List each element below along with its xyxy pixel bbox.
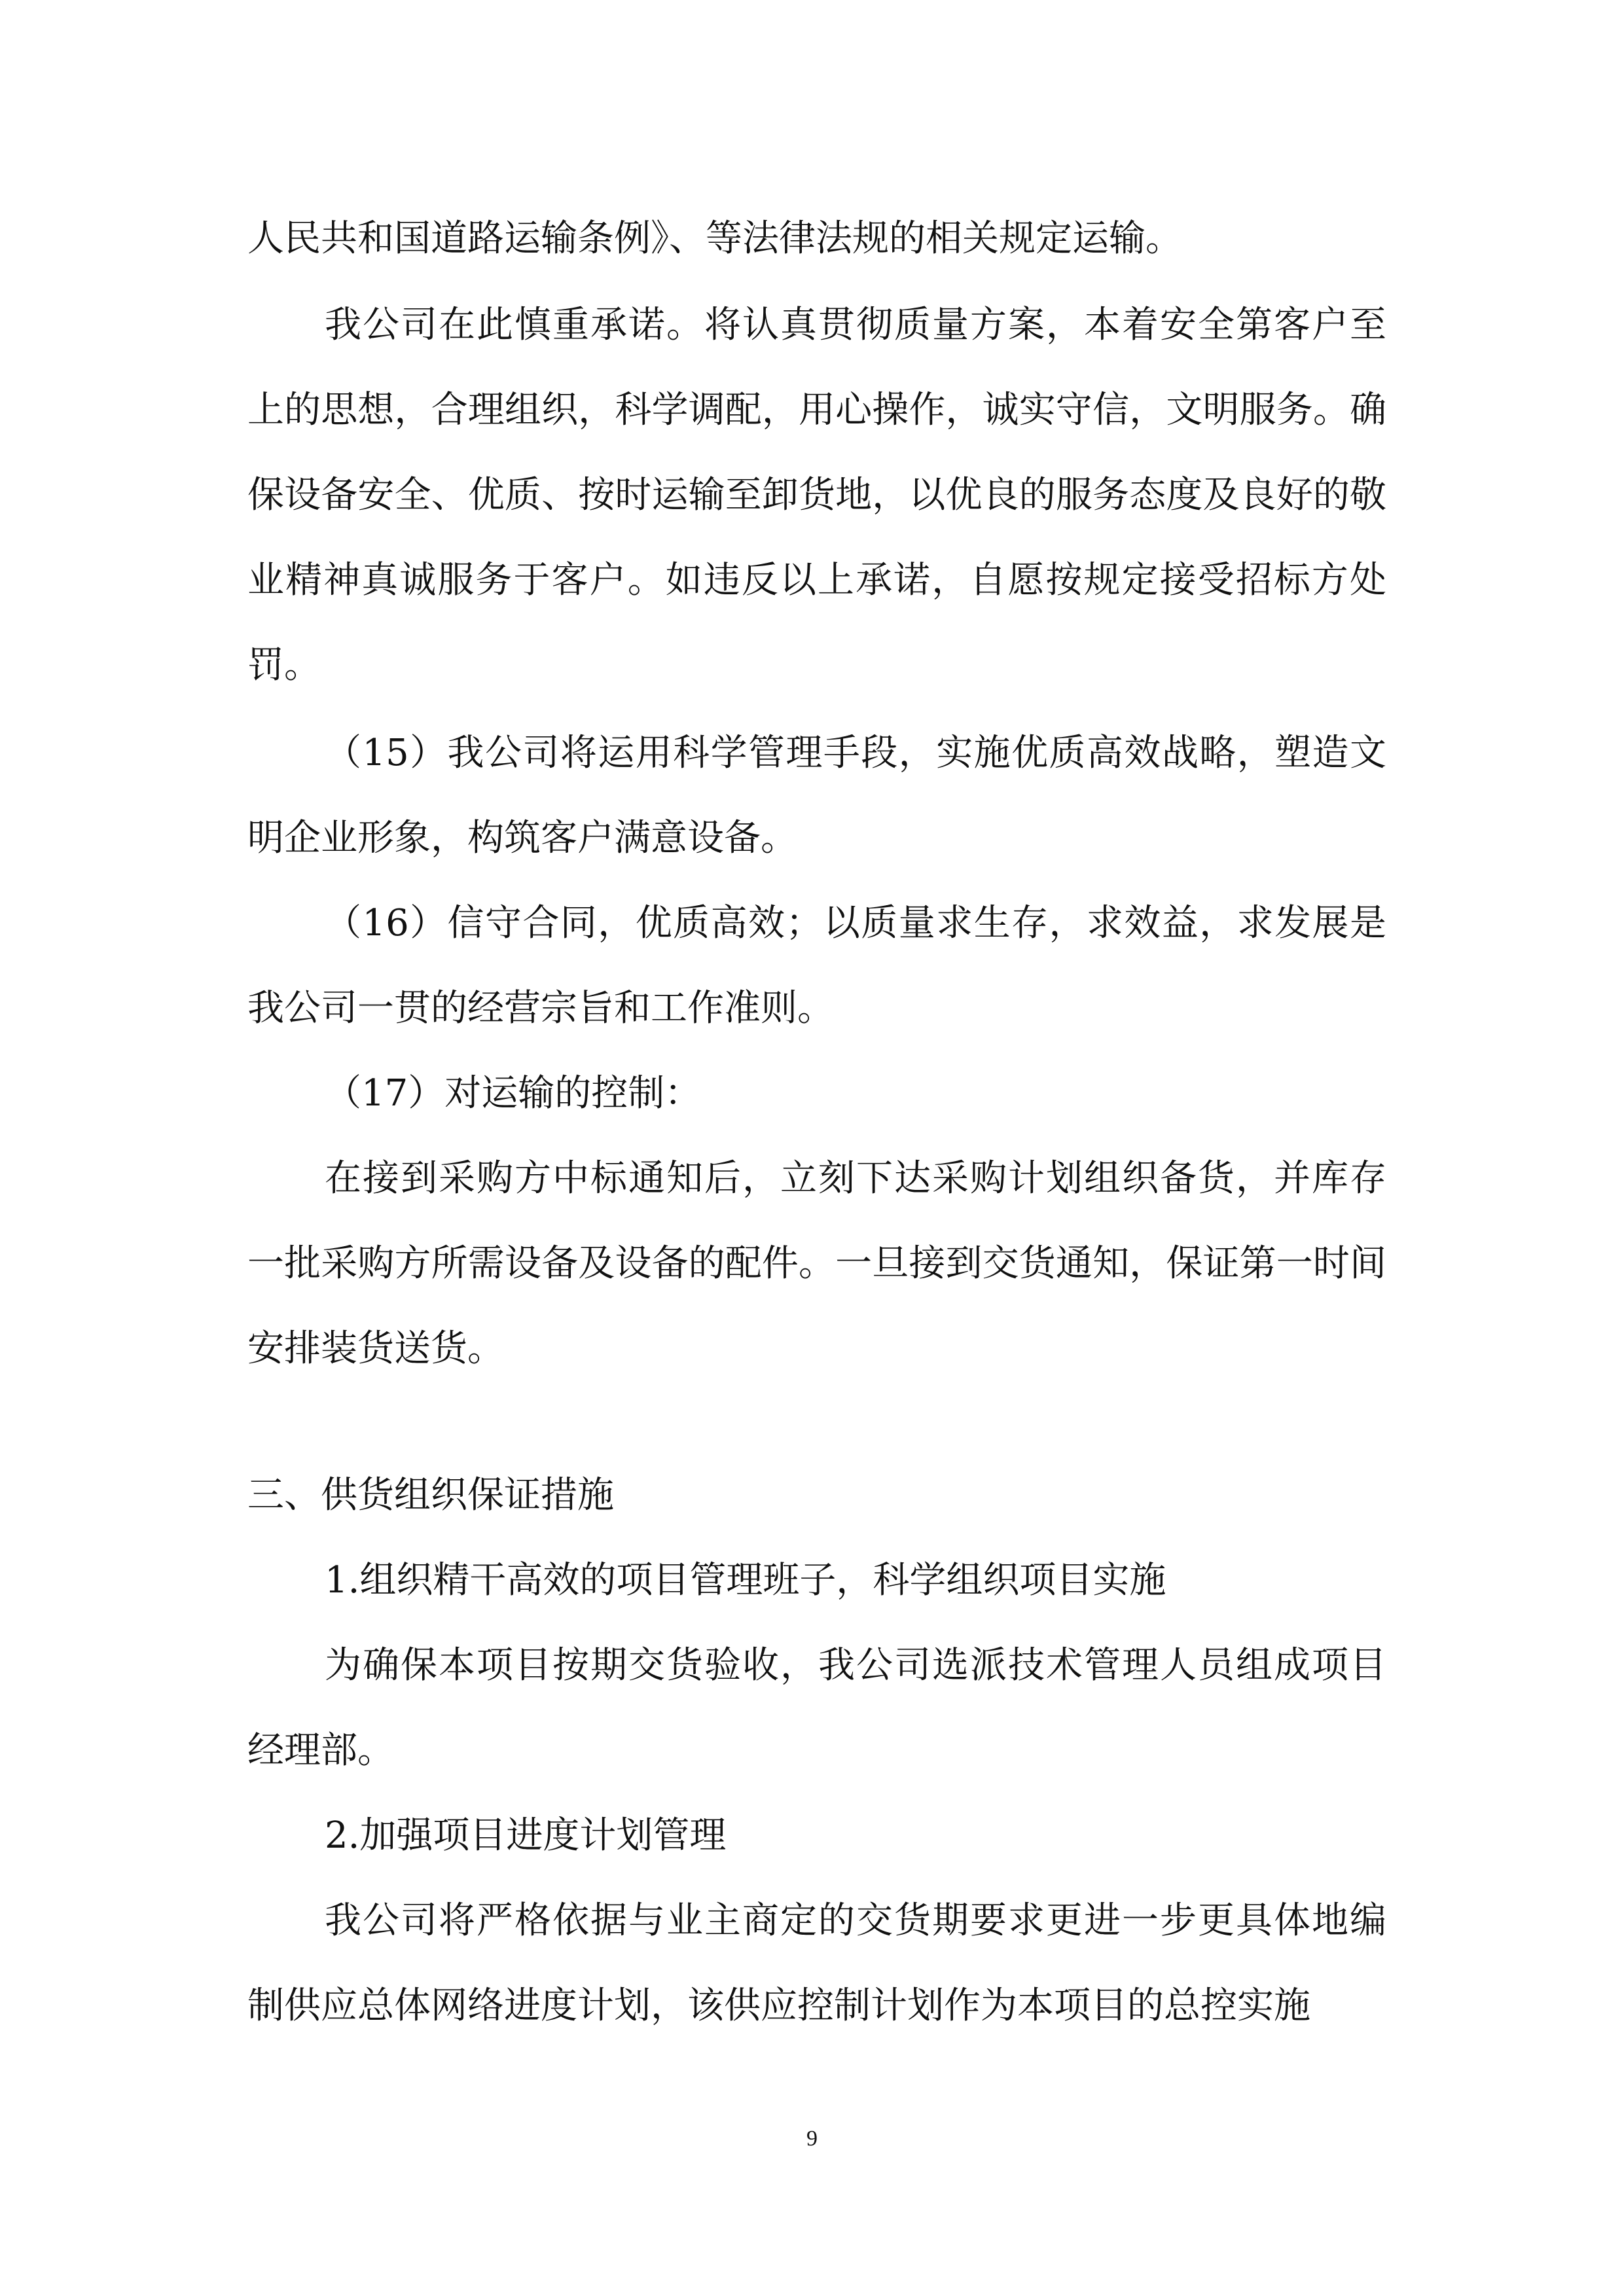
paragraph-project-team: 为确保本项目按期交货验收，我公司选派技术管理人员组成项目经理部。 — [247, 1644, 1386, 1772]
subheading-1: 1.组织精干高效的项目管理班子，科学组织项目实施 — [325, 1559, 1166, 1602]
paragraph-transport-control: 在接到采购方中标通知后，立刻下达采购计划组织备货，并库存一批采购方所需设备及设备的配件。一旦接到交货通知，保证第一时间安排装货送货。 — [247, 1157, 1386, 1370]
paragraph-schedule: 我公司将严格依据与业主商定的交货期要求更进一步更具体地编制供应总体网络进度计划，该供应控制计划作为本项目的总控实施 — [247, 1899, 1386, 2027]
paragraph-item-16: （16）信守合同，优质高效；以质量求生存，求效益，求发展是我公司一贯的经营宗旨和工作准则。 — [247, 902, 1386, 1030]
section-heading: 三、供货组织保证措施 — [247, 1474, 614, 1516]
subheading-2: 2.加强项目进度计划管理 — [325, 1814, 727, 1857]
paragraph-item-17: （17）对运输的控制： — [325, 1072, 702, 1115]
paragraph-continuation: 人民共和国道路运输条例》、等法律法规的相关规定运输。 — [247, 217, 1182, 260]
paragraph-item-15: （15）我公司将运用科学管理手段，实施优质高效战略，塑造文明企业形象，构筑客户满意设备。 — [247, 732, 1386, 859]
paragraph-commitment: 我公司在此慎重承诺。将认真贯彻质量方案，本着安全第客户至上的思想，合理组织，科学调配，用心操作，诚实守信，文明服务。确保设备安全、优质、按时运输至卸货地，以优良的服务态度及良好的敬业精神真诚服务于客户。如违反以上承诺，自愿按规定接受招标方处罚。 — [247, 304, 1386, 687]
page-number: 9 — [806, 2126, 818, 2151]
